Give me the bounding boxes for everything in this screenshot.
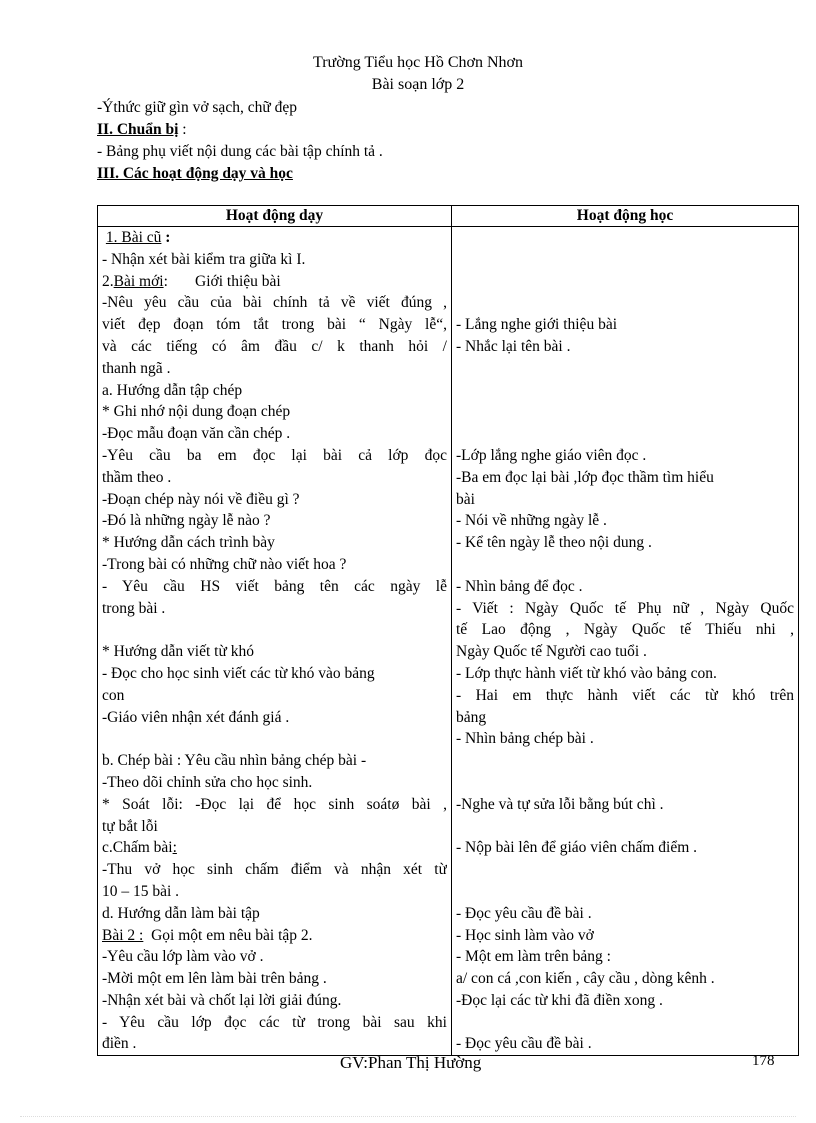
section-2-colon: : (178, 121, 187, 138)
list-item: - Đọc yêu cầu đề bài . (456, 1035, 592, 1053)
list-item: d. Hướng dẫn làm bài tập (102, 904, 260, 922)
header-student-activity: Hoạt động học (452, 206, 799, 227)
list-item: -Đó là những ngày lễ nào ? (102, 512, 271, 530)
list-item: * Hướng dẫn viết từ khó (102, 643, 254, 661)
spacer (456, 380, 794, 402)
spacer (102, 728, 447, 750)
list-item: -Giáo viên nhận xét đánh giá . (102, 708, 290, 726)
spacer (102, 619, 447, 641)
list-item: - Đọc yêu cầu đề bài . (456, 904, 592, 922)
list-item: và các tiếng có âm đầu c/ k thanh hỏi / (102, 337, 447, 355)
spacer (456, 859, 794, 881)
spacer (456, 292, 794, 314)
activities-table (97, 205, 799, 1056)
table-header-row (98, 206, 799, 227)
table-body-row (98, 227, 799, 1056)
list-item: bài (456, 490, 475, 508)
list-item: * Ghi nhớ nội dung đoạn chép (102, 403, 291, 421)
spacer (456, 881, 794, 903)
spacer (456, 816, 794, 838)
list-item: -Đọc lại các từ khi đã điền xong . (456, 991, 663, 1009)
list-item: - Nói về những ngày lễ . (456, 512, 607, 530)
spacer (456, 554, 794, 576)
list-item: a/ con cá ,con kiến , cây cầu , dòng kênh . (456, 970, 715, 988)
list-item: - Nhắc lại tên bài . (456, 337, 571, 355)
intro-section (97, 97, 757, 185)
spacer (456, 750, 794, 772)
list-item: 2.Bài mới: Giới thiệu bài (102, 272, 281, 290)
list-item: a. Hướng dẫn tập chép (102, 381, 243, 399)
list-item: - Học sinh làm vào vở (456, 926, 594, 944)
spacer (456, 271, 794, 293)
section-2-heading (97, 119, 757, 141)
list-item: thanh ngã . (102, 359, 171, 377)
list-item: trong bài . (102, 599, 166, 617)
spacer (456, 772, 794, 794)
list-item: -Yêu cầu lớp làm vào vở . (102, 948, 264, 966)
page-header (0, 52, 816, 96)
list-item: tự bắt lỗi (102, 817, 158, 835)
spacer (456, 358, 794, 380)
list-item: * Hướng dẫn cách trình bày (102, 534, 275, 552)
list-item: thầm theo . (102, 468, 172, 486)
section-3-title: III. Các hoạt động dạy và học (97, 165, 293, 182)
list-item: - Lắng nghe giới thiệu bài (456, 316, 618, 334)
list-item: con (102, 686, 125, 704)
school-name: Trường Tiểu học Hồ Chơn Nhơn (313, 54, 523, 71)
student-activities-cell (452, 227, 799, 1056)
header-teacher-activity: Hoạt động dạy (98, 206, 452, 227)
list-item: b. Chép bài : Yêu cầu nhìn bảng chép bài - (102, 752, 367, 770)
list-item: * Soát lỗi: -Đọc lại để học sinh soátø bài , (102, 795, 447, 813)
list-item: -Nghe và tự sửa lỗi bằng bút chì . (456, 795, 664, 813)
list-item: - Viết : Ngày Quốc tế Phụ nữ , Ngày Quốc (456, 599, 794, 617)
list-item: -Đoạn chép này nói về điều gì ? (102, 490, 300, 508)
list-item: -Nhận xét bài và chốt lại lời giải đúng. (102, 991, 342, 1009)
list-item: -Trong bài có những chữ nào viết hoa ? (102, 555, 347, 573)
list-item: -Theo dõi chỉnh sửa cho học sinh. (102, 773, 313, 791)
objective-line: -Ýthức giữ gìn vở sạch, chữ đẹp (97, 99, 297, 116)
list-item: điền . (102, 1035, 137, 1053)
list-item: 10 – 15 bài . (102, 882, 180, 900)
spacer (456, 401, 794, 423)
teacher-activities-cell (98, 227, 452, 1056)
list-item: - Đọc cho học sinh viết các từ khó vào bảng (102, 664, 375, 682)
section-3-heading (97, 163, 757, 185)
lesson-subtitle: Bài soạn lớp 2 (371, 76, 465, 93)
list-item: tế Lao động , Ngày Quốc tế Thiếu nhi , (456, 621, 794, 639)
spacer (456, 227, 794, 249)
list-item: - Lớp thực hành viết từ khó vào bảng con. (456, 664, 717, 682)
teacher-name: GV:Phan Thị Hường (340, 1053, 482, 1072)
list-item: - Một em làm trên bảng : (456, 948, 611, 966)
spacer (456, 249, 794, 271)
list-item: Bài 2 : Gọi một em nêu bài tập 2. (102, 926, 313, 944)
spacer (456, 1012, 794, 1034)
list-item: - Nộp bài lên để giáo viên chấm điểm . (456, 839, 698, 857)
page-number: 178 (752, 1053, 775, 1069)
page-bottom-divider (20, 1116, 796, 1117)
list-item: -Nêu yêu cầu của bài chính tả về viết đúng , (102, 294, 447, 312)
list-item: - Nhìn bảng chép bài . (456, 730, 594, 748)
list-item: - Yêu cầu HS viết bảng tên các ngày lễ (102, 577, 447, 595)
list-item: -Đọc mẫu đoạn văn cần chép . (102, 425, 291, 443)
list-item: -Ba em đọc lại bài ,lớp đọc thầm tìm hiểu (456, 468, 714, 486)
list-item: -Mời một em lên làm bài trên bảng . (102, 970, 327, 988)
list-item: viết đẹp đoạn tóm tắt trong bài “ Ngày lễ“, (102, 316, 447, 334)
list-item: - Nhìn bảng để đọc . (456, 577, 583, 595)
list-item: - Kể tên ngày lễ theo nội dung . (456, 534, 652, 552)
list-item: - Hai em thực hành viết các từ khó trên (456, 686, 794, 704)
list-item: 1. Bài cũ : (105, 229, 171, 246)
section-2-title: II. Chuẩn bị (97, 121, 179, 138)
list-item: bảng (456, 708, 487, 726)
list-item: -Thu vở học sinh chấm điểm và nhận xét từ (102, 861, 447, 879)
spacer (456, 423, 794, 445)
section-2-text: - Bảng phụ viết nội dung các bài tập chính tả . (97, 143, 383, 160)
list-item: -Yêu cầu ba em đọc lại bài cả lớp đọc (102, 446, 447, 464)
list-item: - Yêu cầu lớp đọc các từ trong bài sau khi (102, 1013, 447, 1031)
list-item: Ngày Quốc tế Người cao tuổi . (456, 643, 647, 661)
list-item: c.Chấm bài: (102, 839, 177, 857)
list-item: - Nhận xét bài kiểm tra giữa kì I. (102, 250, 306, 268)
list-item: -Lớp lắng nghe giáo viên đọc . (456, 446, 647, 464)
